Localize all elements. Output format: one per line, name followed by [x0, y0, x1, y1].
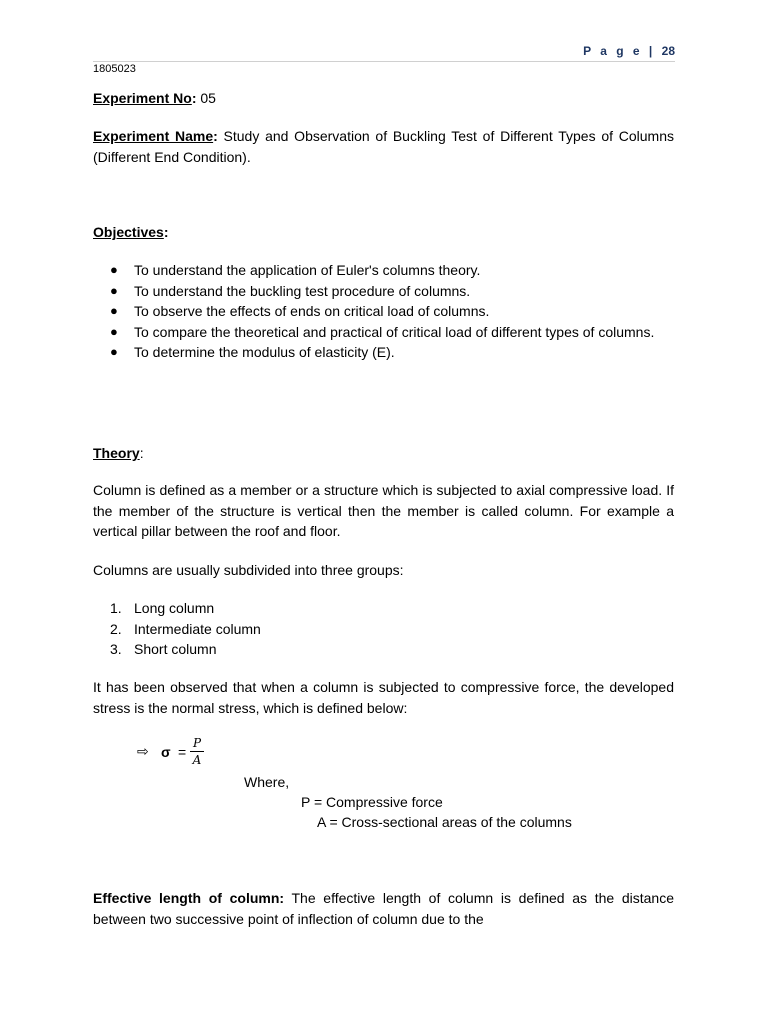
fraction: [190, 736, 204, 767]
experiment-name-colon: :: [213, 128, 218, 144]
effective-length-colon: :: [279, 890, 285, 906]
list-item: [93, 322, 674, 343]
list-item: [93, 281, 674, 302]
denominator: A: [192, 753, 202, 767]
objective-text: To observe the effects of ends on critical load of columns.: [134, 303, 490, 319]
arrow-right-icon: ⇨: [137, 743, 149, 759]
group-label: Short column: [134, 641, 217, 657]
effective-length-label: Effective length of column: [93, 890, 280, 906]
objectives-heading-text: Objectives: [93, 224, 164, 240]
column-groups-list: [93, 598, 674, 660]
theory-paragraph-2: Columns are usually subdivided into three groups:: [93, 562, 404, 578]
equals-sign: =: [178, 744, 187, 760]
page-prefix: P a g e |: [583, 44, 656, 58]
objectives-heading: [93, 222, 674, 243]
effective-length-paragraph: [93, 888, 674, 929]
sigma-symbol: σ: [161, 744, 171, 760]
list-item: [93, 260, 674, 281]
objective-text: To compare the theoretical and practical of critical load of different types of columns.: [134, 323, 655, 340]
list-item: [93, 619, 674, 640]
theory-heading: [93, 443, 674, 464]
list-item: [93, 342, 674, 363]
student-id: 1805023: [93, 63, 136, 75]
fraction-bar: [190, 751, 204, 752]
theory-heading-text: Theory: [93, 445, 140, 461]
effective-length-text: The effective length of column is defined as the distance between two successive point of inflection of column due to the: [93, 890, 674, 927]
bullet-icon: ●: [110, 282, 118, 298]
definition-p: P = Compressive force: [301, 794, 443, 810]
objective-text: To understand the buckling test procedure of columns.: [134, 282, 471, 299]
bullet-icon: ●: [110, 262, 118, 277]
list-item: [93, 639, 674, 660]
definition-a: A = Cross-sectional areas of the columns: [317, 814, 572, 830]
experiment-no-label: Experiment No: [93, 90, 192, 106]
theory-paragraph-3: It has been observed that when a column is subjected to compressive force, the developed stress is the normal stress, which is defined below:: [93, 679, 674, 716]
page-number-label: [583, 44, 675, 58]
experiment-name-value: Study and Observation of Buckling Test of Different Types of Columns (Different End Condition).: [93, 128, 674, 165]
numerator: P: [192, 736, 202, 750]
experiment-no-value: 05: [196, 90, 216, 106]
group-label: Long column: [134, 600, 215, 616]
bullet-icon: ●: [110, 323, 118, 339]
objective-text: To determine the modulus of elasticity (E).: [134, 344, 395, 360]
experiment-name: [93, 126, 674, 167]
list-number: 2.: [110, 620, 122, 637]
list-item: [93, 598, 674, 619]
theory-paragraph-1: Column is defined as a member or a structure which is subjected to axial compressive load. If the member of the structure is vertical then the member is called column. For example a vertical pillar between the roof and floor.: [93, 482, 674, 539]
experiment-no: [93, 88, 674, 109]
bullet-icon: ●: [110, 344, 118, 359]
header-divider: [93, 61, 675, 62]
list-number: 1.: [110, 600, 122, 616]
objectives-list: [93, 260, 674, 363]
group-label: Intermediate column: [134, 620, 261, 637]
list-number: 3.: [110, 641, 122, 657]
experiment-name-label: Experiment Name: [93, 128, 214, 144]
bullet-icon: ●: [110, 303, 118, 318]
experiment-no-colon: :: [191, 90, 197, 106]
objectives-colon: :: [163, 224, 169, 240]
where-label: Where,: [244, 774, 290, 790]
list-item: [93, 301, 674, 322]
theory-colon: :: [139, 445, 144, 461]
page-number: 28: [661, 44, 675, 58]
objective-text: To understand the application of Euler's columns theory.: [134, 262, 481, 278]
